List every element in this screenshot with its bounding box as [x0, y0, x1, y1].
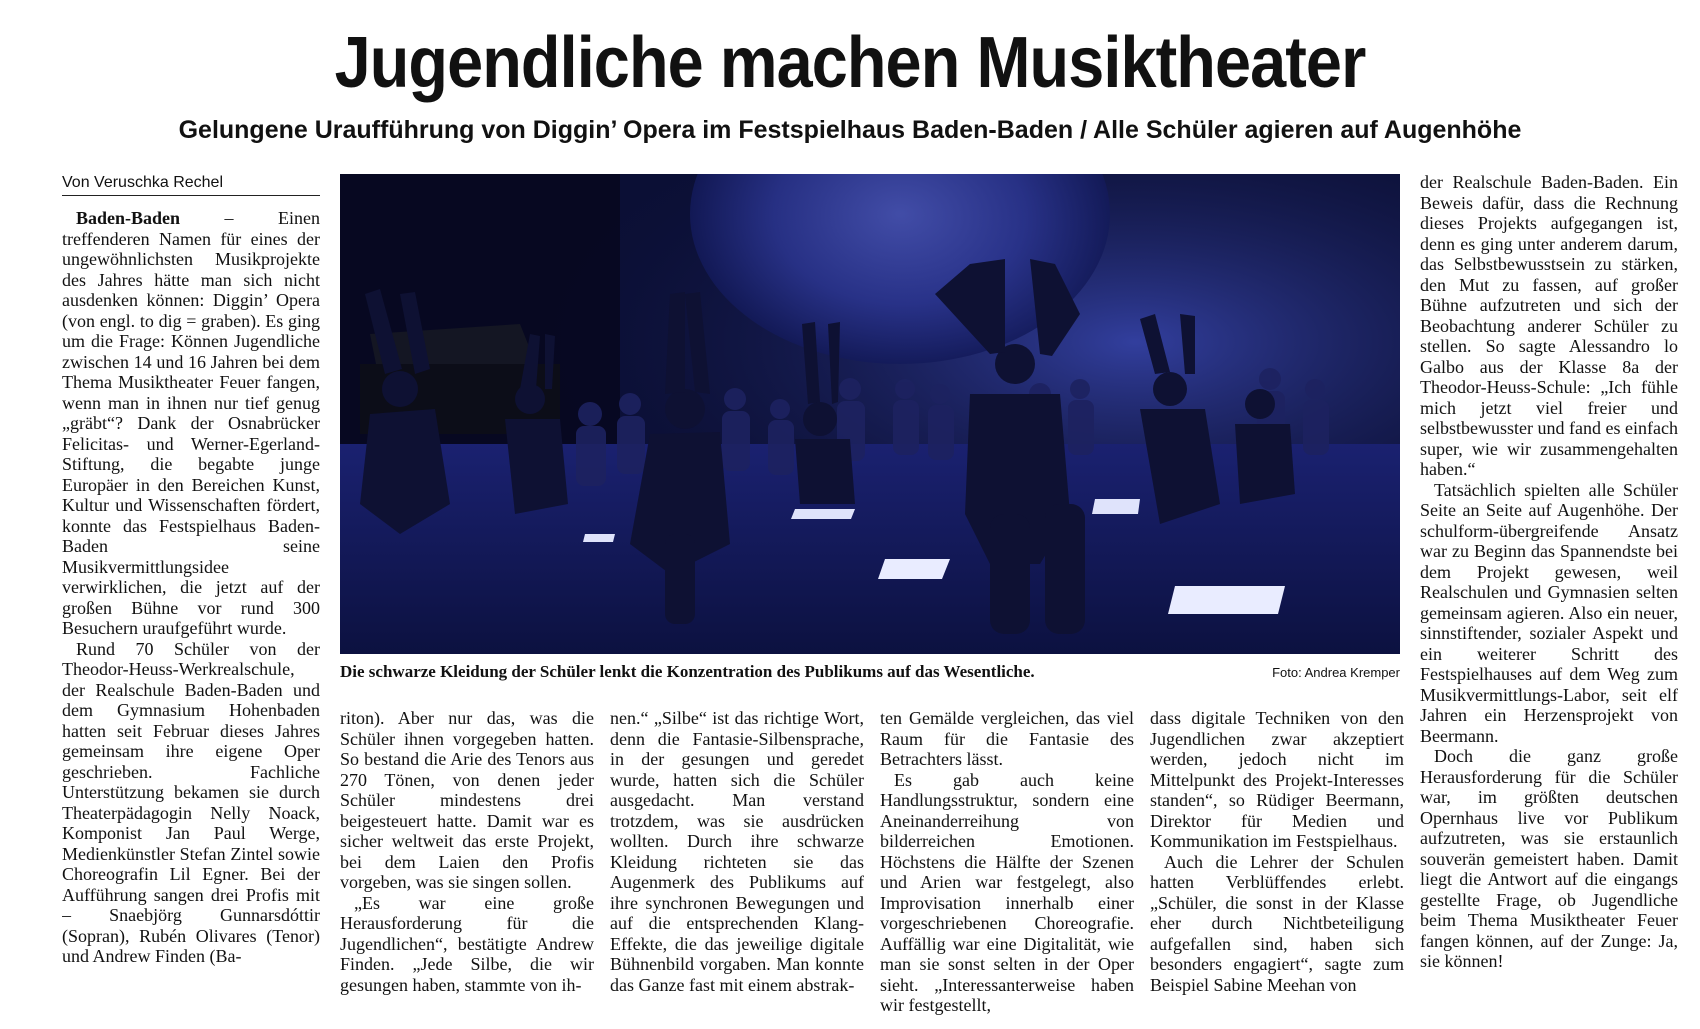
column-5 — [1150, 708, 1404, 1020]
byline: Von Veruschka Rechel — [62, 172, 320, 196]
column-6 — [1420, 172, 1678, 1020]
floor-paper — [878, 559, 950, 579]
floor-paper — [1168, 586, 1285, 614]
stage-photo — [340, 174, 1400, 654]
photo-caption: Die schwarze Kleidung der Schüler lenkt die Konzentration des Publikums auf das Wesentliche. — [340, 662, 1035, 681]
dateline: Baden-Baden — [76, 208, 181, 228]
paragraph-text: – Einen treffenderen Namen für eines der ungewöhnlichsten Musikprojekte des Jahres hätte man sich nicht ausdenken können: Diggin’ Opera (von engl. to dig = graben). Es ging um die Frage: Können Jugendliche zwischen 14 und 16 Jahren bei dem Thema Musiktheater Feuer fangen, wenn man in ihnen nur tief genug „gräbt“? Dank der Osnabrücker Felicitas- und Werner-Egerland-Stiftung, die begabte junge Europäer in den Bereichen Kunst, Kultur und Wissenschaften fördert, konnte das Festspielhaus Baden-Baden seine Musikvermittlungsidee verwirklichen, die jetzt auf der großen Bühne vor rund 300 Besuchern uraufgeführt wurde. — [62, 208, 320, 638]
paragraph: Auch die Lehrer der Schulen hatten Verblüffendes erlebt. „Schüler, die sonst in der Klasse eher durch Nichtbeteiligung aufgefallen sind, haben sich besonders engagiert“, sagte zum Beispiel Sabine Meehan von — [1150, 851, 1404, 995]
paragraph: Doch die ganz große Herausforderung für die Schüler war, im größten deutschen Opernhaus live vor Publikum aufzutreten, was sie erstaunlich souverän gemeistert haben. Damit liegt die Antwort auf die eingangs gestellte Frage, ob Jugendliche beim Thema Musiktheater Feuer fangen können, auf der Zunge: Ja, sie können! — [1420, 746, 1678, 971]
paragraph: riton). Aber nur das, was die Schüler ihnen vorgegeben hatten. So bestand die Arie des Tenors aus 270 Tönen, von denen jeder Schüler mindestens drei beigesteuert hatte. Damit war es sicher weltweit das erste Projekt, bei dem Laien den Profis vorgeben, was sie singen sollen. — [340, 708, 594, 892]
paragraph: nen.“ „Silbe“ ist das richtige Wort, denn die Fantasie-Silbensprache, in der gesungen und geredet wurde, hatten sich die Schüler ausgedacht. Man verstand trotzdem, was sie ausdrücken wollten. Durch ihre schwarze Kleidung richteten sie das Augenmerk des Publikums auf ihre synchronen Bewegungen und auf die entsprechenden Klang-Effekte, die das jeweilige digitale Bühnenbild vorgaben. Man konnte das Ganze fast mit einem abstrak- — [610, 708, 864, 995]
subheadline: Gelungene Uraufführung von Diggin’ Opera im Festspielhaus Baden-Baden / Alle Schüler agieren auf Augenhöhe — [178, 116, 1522, 144]
headline: Jugendliche machen Musiktheater — [334, 23, 1366, 103]
floor-paper — [791, 509, 855, 519]
floor-paper — [583, 534, 615, 542]
column-3 — [610, 708, 864, 1020]
paragraph: ten Gemälde vergleichen, das viel Raum für die Fantasie des Betrachters lässt. — [880, 708, 1134, 769]
floor-paper — [1092, 499, 1140, 514]
paragraph: Rund 70 Schüler von der Theodor-Heuss-Werkrealschule, der Realschule Baden-Baden und dem Gymnasium Hohenbaden hatten seit Februar dieses Jahres gemeinsam ihre eigene Oper geschrieben. Fachliche Unterstützung bekamen sie durch Theaterpädagogin Nelly Noack, Komponist Jan Paul Werge, Medienkünstler Stefan Zintel sowie Choreografin Lil Egner. Bei der Aufführung sangen drei Profis mit – Snaebjörg Gunnarsdóttir (Sopran), Rubén Olivares (Tenor) und Andrew Finden (Ba- — [62, 638, 320, 966]
column-4 — [880, 708, 1134, 1020]
paragraph: Tatsächlich spielten alle Schüler Seite an Seite auf Augenhöhe. Der schulform-übergreifende Ansatz war zu Beginn das Spannendste bei dem Projekt gewesen, weil Realschulen und Gymnasien selten gemeinsam agieren. Also ein neuer, sinnstiftender, sozialer Aspekt und ein weiterer Schritt des Festspielhauses auf dem Weg zum Musikvermittlungs-Labor, seit elf Jahren ein Herzensprojekt von Beermann. — [1420, 479, 1678, 746]
column-2 — [340, 708, 594, 1020]
paragraph: der Realschule Baden-Baden. Ein Beweis dafür, dass die Rechnung dieses Projekts aufgegangen ist, denn es ging unter anderem darum, das Selbstbewusstsein zu stärken, den Mut zu fassen, auf großer Bühne aufzutreten und sich der Beobachtung anderer Schüler zu stellen. So sagte Alessandro lo Galbo aus der Klasse 8a der Theodor-Heuss-Schule: „Ich fühle mich jetzt viel freier und selbstbewusster und fand es einfach super, wie wir zusammengehalten haben.“ — [1420, 172, 1678, 479]
stage-photo-image — [340, 174, 1400, 654]
photo-credit: Foto: Andrea Kremper — [1272, 665, 1400, 680]
paragraph: dass digitale Techniken von den Jugendlichen zwar akzeptiert werden, jedoch nicht im Mittelpunkt des Projekt-Interesses standen“, so Rüdiger Beermann, Direktor für Medien und Kommunikation im Festspielhaus. — [1150, 708, 1404, 851]
column-1 — [62, 208, 320, 1020]
paragraph: Es gab auch keine Handlungsstruktur, sondern eine Aneinanderreihung von bilderreichen Emotionen. Höchstens die Hälfte der Szenen und Arien war festgelegt, also Improvisation innerhalb einer vorgeschriebenen Choreografie. Auffällig war eine Digitalität, wie man sie sonst selten in der Oper sieht. „Interessanterweise haben wir festgestellt, — [880, 769, 1134, 1015]
paragraph — [62, 208, 320, 639]
paragraph: „Es war eine große Herausforderung für die Jugendlichen“, bestätigte Andrew Finden. „Jede Silbe, die wir gesungen haben, stammte von ih- — [340, 892, 594, 995]
